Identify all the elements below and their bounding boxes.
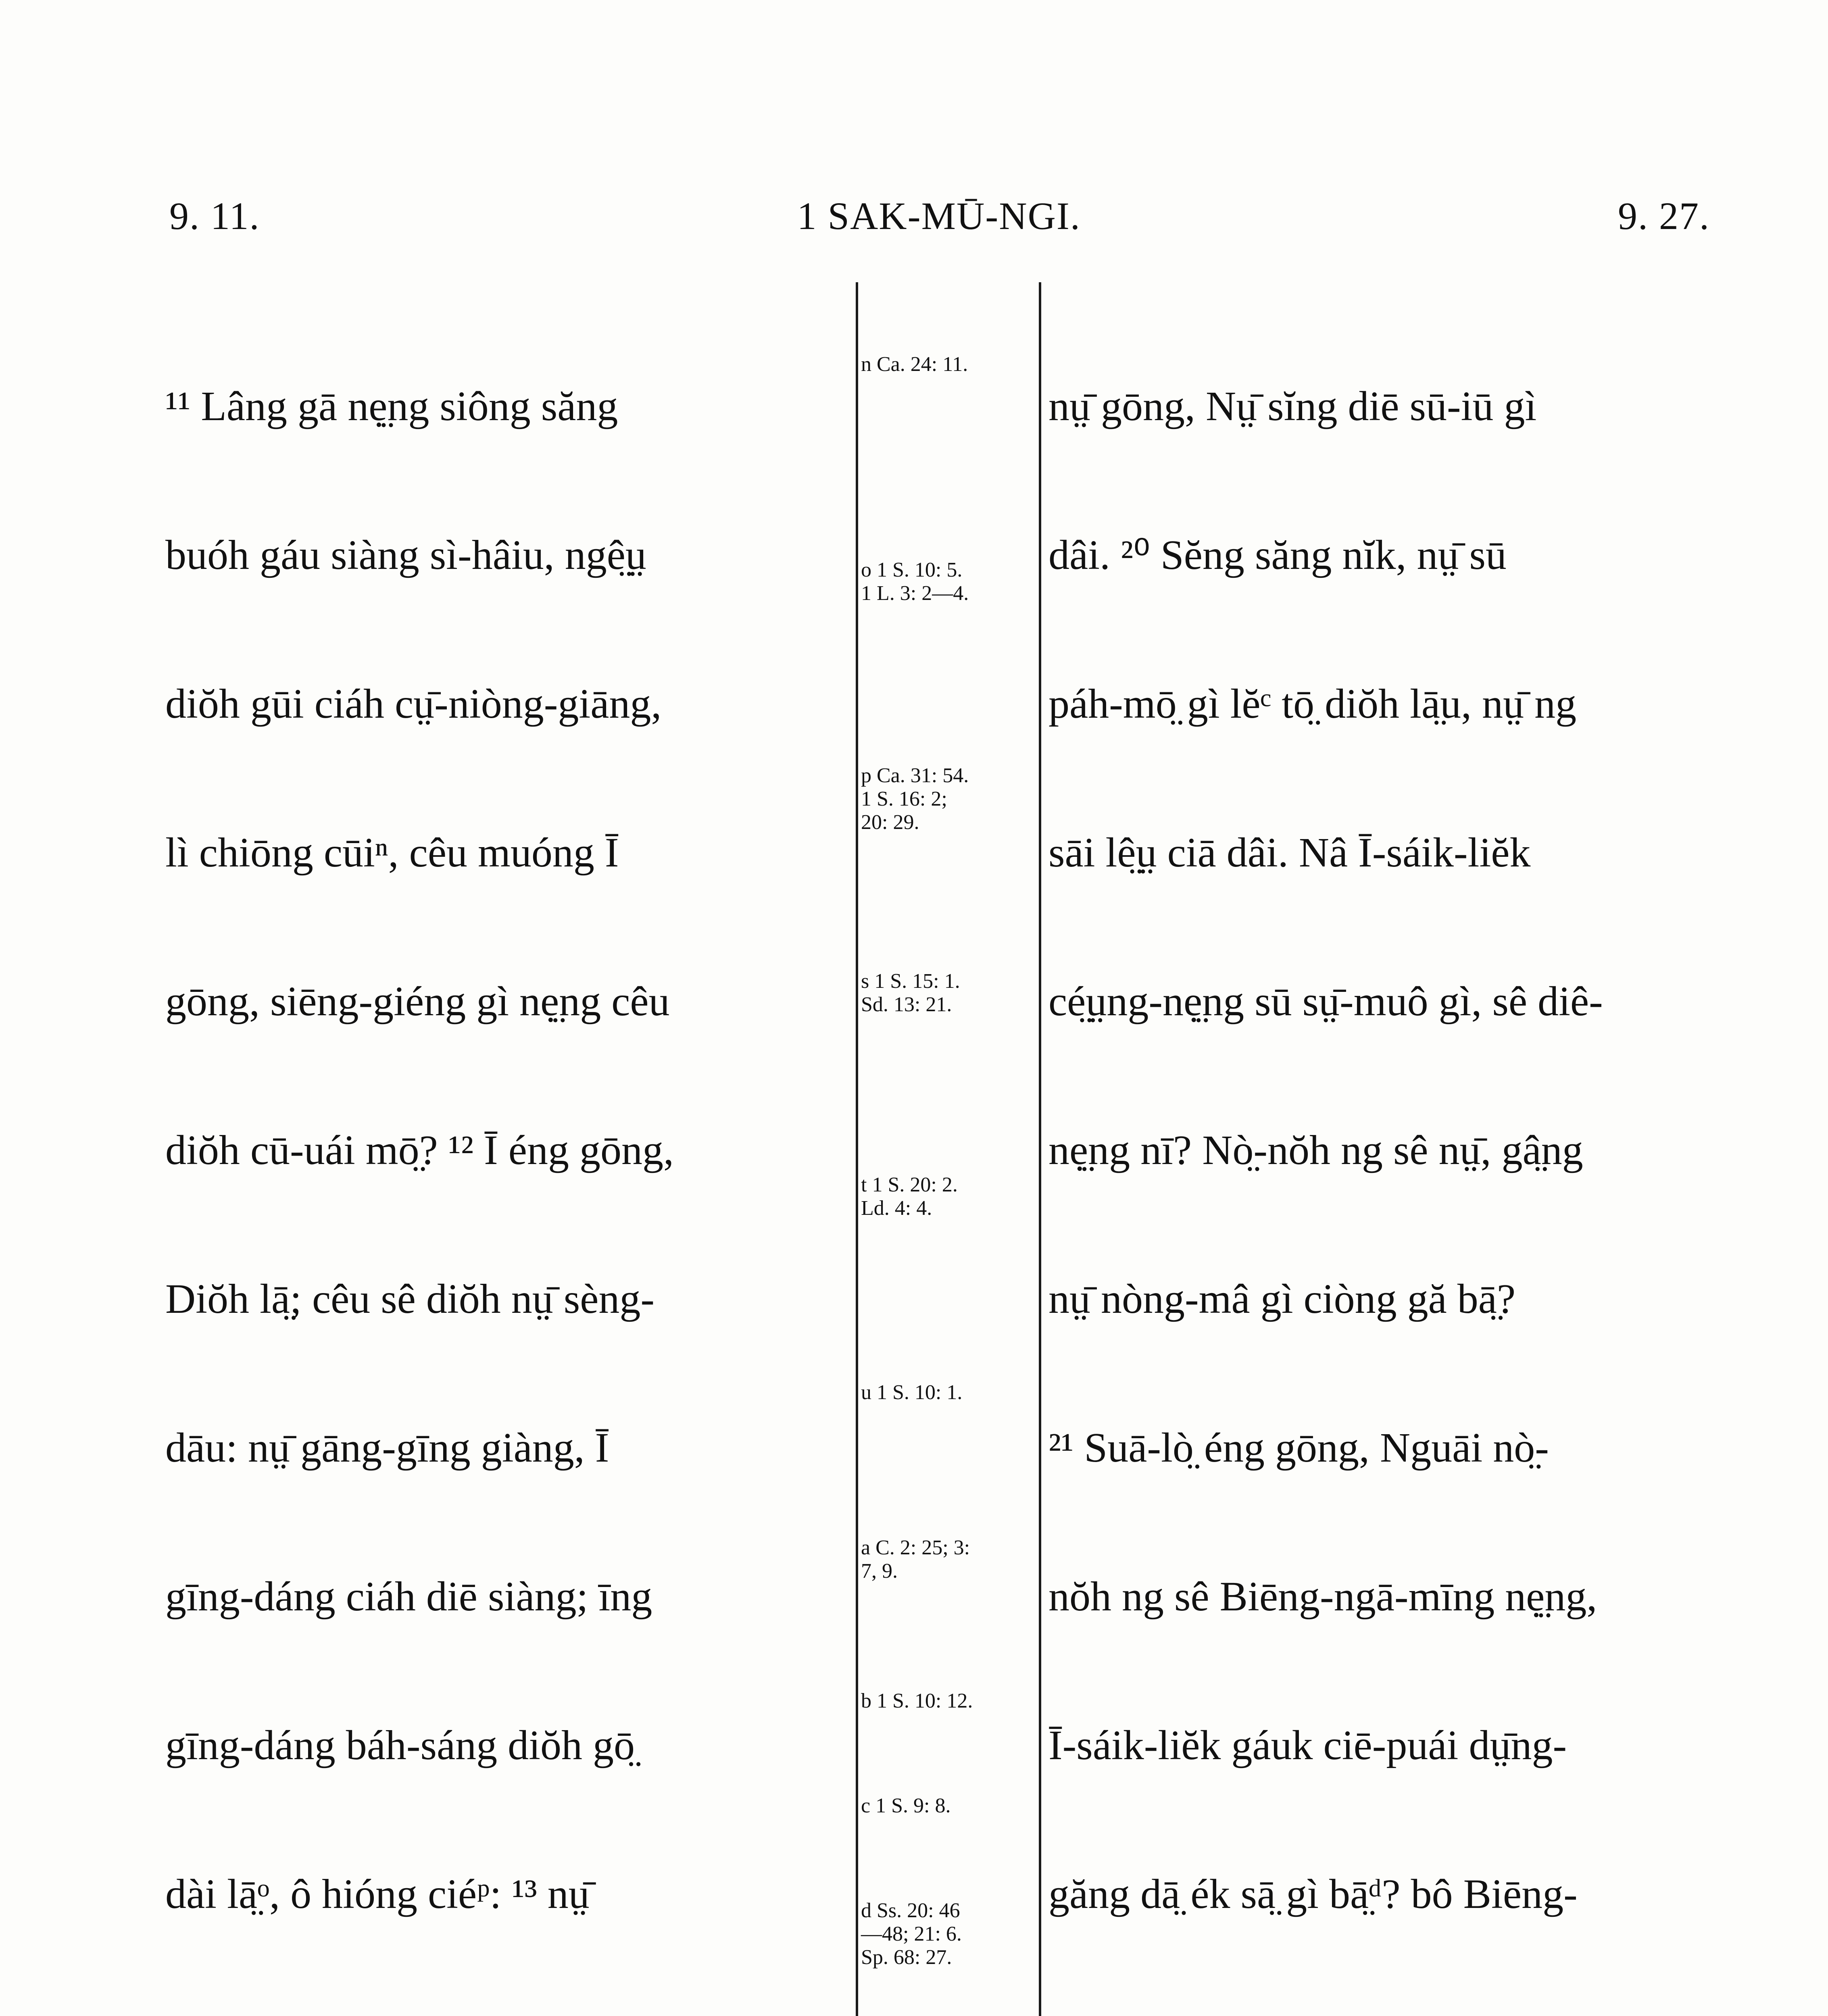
column-rule-left [856,282,858,2016]
text-line: gīng-dáng báh-sáng diŏh gō̤ [165,1722,635,1768]
running-head [169,190,1710,242]
text-line: gōng, siēng-giéng gì nẹ̤ng cêu [165,978,670,1025]
margin-reference: u 1 S. 10: 1. [861,1381,963,1404]
margin-reference: p Ca. 31: 54. 1 S. 16: 2; 20: 29. [861,764,969,834]
header-book-title: 1 SAK-MŪ-NGI. [797,194,1081,237]
text-line: gīng-dáng ciáh diē siàng; īng [165,1573,652,1620]
right-text-column [1048,282,1770,2016]
margin-reference: c 1 S. 9: 8. [861,1794,951,1817]
text-line: diŏh gūi ciáh cṳ̄-niòng-giāng, [165,681,662,727]
margin-reference: s 1 S. 15: 1. Sd. 13: 21. [861,970,960,1016]
margin-reference: n Ca. 24: 11. [861,353,968,376]
text-line: nṳ̄ gōng, Nṳ̄ sĭng diē sū-iū gì [1048,383,1537,429]
header-right-reference: 9. 27. [1617,194,1710,237]
header-left-reference: 9. 11. [169,194,260,237]
text-line: lì chiōng cūiⁿ, cêu muóng Ī [165,829,619,876]
text-line: dài lā̤ᵒ, ô hióng ciéᵖ: ¹³ nṳ̄ [165,1871,590,1917]
margin-reference: a C. 2: 25; 3: 7, 9. [861,1536,970,1583]
text-line: Diŏh lā̤; cêu sê diŏh nṳ̄ sèng- [165,1276,655,1322]
margin-reference: b 1 S. 10: 12. [861,1689,973,1712]
text-line: diŏh cū-uái mō̤? ¹² Ī éng gōng, [165,1127,674,1173]
text-line: cé̤ṳng-nẹ̤ng sū sṳ̄-muô gì, sê diê- [1048,978,1603,1025]
text-line: ²¹ Suā-lò̤ éng gōng, Nguāi nò̤- [1048,1425,1549,1471]
margin-reference: t 1 S. 20: 2. Ld. 4: 4. [861,1173,958,1220]
column-rule-right [1039,282,1041,2016]
text-line: dāu: nṳ̄ gāng-gīng giàng, Ī [165,1425,609,1471]
margin-reference: o 1 S. 10: 5. 1 L. 3: 2—4. [861,558,969,605]
text-line: nŏh ng sê Biēng-ngā-mīng nẹ̤ng, [1048,1573,1597,1620]
text-line: buóh gáu siàng sì-hâiu, ngê̤ṳ [165,532,646,578]
text-line: páh-mō̤ gì lĕᶜ tō̤ diŏh lā̤u, nṳ̄ ng [1048,681,1577,727]
text-line: Ī-sáik-liĕk gáuk ciē-puái dṳ̄ng- [1048,1722,1567,1768]
text-line: sāi lê̤ṳ ciā dâi. Nâ Ī-sáik-liĕk [1048,829,1531,876]
margin-references [861,282,1034,2016]
margin-reference: d Ss. 20: 46 —48; 21: 6. Sp. 68: 27. [861,1899,962,1969]
text-line: dâi. ²⁰ Sĕng săng nĭk, nṳ̄ sū [1048,532,1507,578]
text-line: nṳ̄ nòng-mâ gì ciòng gă bā̤? [1048,1276,1516,1322]
text-line: ¹¹ Lâng gā nẹ̤ng siông săng [165,383,618,429]
text-line: nẹ̤ng nī? Nò̤-nŏh ng sê nṳ̄, gâ̤ng [1048,1127,1583,1173]
left-text-column [165,282,851,2016]
text-line: găng dā̤ ék sā̤ gì bā̤ᵈ? bô Biēng- [1048,1871,1578,1917]
